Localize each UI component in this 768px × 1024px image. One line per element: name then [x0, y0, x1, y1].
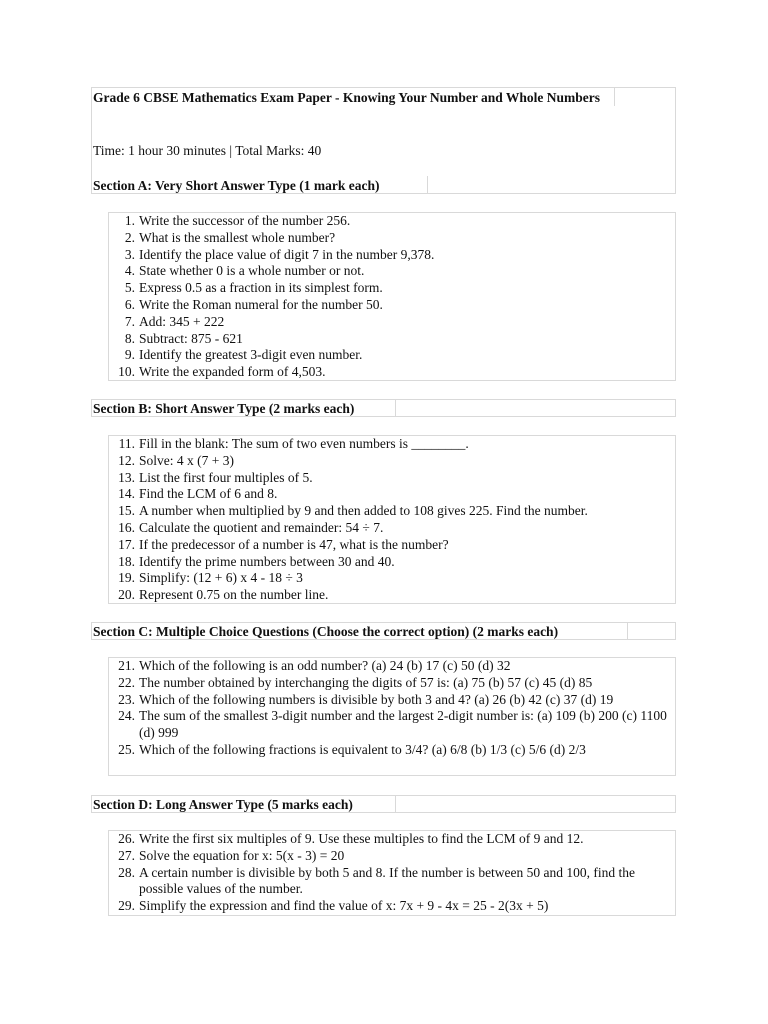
question-text: Write the expanded form of 4,503.	[139, 364, 326, 380]
section-d-heading: Section D: Long Answer Type (5 marks each)	[93, 797, 353, 812]
question-item	[110, 587, 670, 604]
question-text: Which of the following fractions is equivalent to 3/4? (a) 6/8 (b) 1/3 (c) 5/6 (d) 2/3	[139, 741, 586, 757]
question-item	[110, 675, 670, 692]
question-item	[110, 831, 670, 848]
time-and-marks: Time: 1 hour 30 minutes | Total Marks: 40	[93, 143, 322, 158]
question-text: Find the LCM of 6 and 8.	[139, 486, 278, 502]
question-text: Write the successor of the number 256.	[139, 213, 351, 228]
page-title: Grade 6 CBSE Mathematics Exam Paper - Knowing Your Number and Whole Numbers	[93, 90, 601, 105]
question-item	[110, 297, 670, 314]
question-item	[110, 436, 670, 453]
question-item	[110, 247, 670, 264]
question-number: 27.	[118, 847, 135, 863]
question-item	[110, 347, 670, 364]
question-item	[110, 898, 670, 915]
question-text: Calculate the quotient and remainder: 54 ÷ 7.	[139, 519, 384, 535]
question-number: 14.	[118, 486, 135, 502]
question-item	[110, 848, 670, 865]
question-number: 10.	[118, 364, 135, 380]
question-item	[110, 230, 670, 247]
question-text: State whether 0 is a whole number or not.	[139, 263, 365, 279]
question-text: Solve: 4 x (7 + 3)	[139, 452, 234, 468]
question-number: 12.	[118, 452, 135, 468]
question-item	[110, 865, 670, 899]
question-text: Which of the following numbers is divisible by both 3 and 4? (a) 26 (b) 42 (c) 37 (d) 19	[139, 691, 614, 707]
section-c-heading-divider	[627, 622, 628, 640]
question-number: 8.	[124, 330, 135, 346]
section-d-heading-divider	[395, 795, 396, 813]
question-item	[110, 470, 670, 487]
question-number: 15.	[118, 503, 135, 519]
question-number: 9.	[124, 347, 135, 363]
question-text: The number obtained by interchanging the digits of 57 is: (a) 75 (b) 57 (c) 45 (d) 85	[139, 674, 593, 690]
question-number: 2.	[124, 229, 135, 245]
question-number: 5.	[124, 280, 135, 296]
section-a-heading: Section A: Very Short Answer Type (1 mark each)	[93, 178, 380, 193]
question-number: 4.	[124, 263, 135, 279]
question-number: 25.	[118, 741, 135, 757]
question-item	[110, 263, 670, 280]
section-b-question-list	[110, 436, 670, 604]
question-item	[110, 692, 670, 709]
question-item	[110, 364, 670, 381]
question-text: Simplify: (12 + 6) x 4 - 18 ÷ 3	[139, 570, 303, 586]
question-number: 7.	[124, 313, 135, 329]
question-number: 13.	[118, 469, 135, 485]
question-text: Identify the greatest 3-digit even number.	[139, 347, 363, 363]
question-text: Which of the following is an odd number? (a) 24 (b) 17 (c) 50 (d) 32	[139, 658, 511, 673]
question-item	[110, 537, 670, 554]
question-text: Identify the place value of digit 7 in the number 9,378.	[139, 246, 435, 262]
question-item	[110, 570, 670, 587]
question-text: A certain number is divisible by both 5 and 8. If the number is between 50 and 100, find the possible values of the number.	[139, 864, 636, 897]
question-number: 26.	[118, 831, 135, 846]
question-number: 29.	[118, 898, 135, 914]
question-item	[110, 280, 670, 297]
question-text: A number when multiplied by 9 and then added to 108 gives 225. Find the number.	[139, 503, 588, 519]
question-text: If the predecessor of a number is 47, what is the number?	[139, 536, 449, 552]
question-number: 23.	[118, 691, 135, 707]
question-number: 3.	[124, 246, 135, 262]
question-text: Represent 0.75 on the number line.	[139, 587, 329, 603]
question-text: Simplify the expression and find the value of x: 7x + 9 - 4x = 25 - 2(3x + 5)	[139, 898, 549, 914]
question-item	[110, 520, 670, 537]
question-text: Write the Roman numeral for the number 50.	[139, 296, 383, 312]
section-b-heading-divider	[395, 399, 396, 417]
question-number: 11.	[118, 436, 135, 451]
question-text: Fill in the blank: The sum of two even numbers is ________.	[139, 436, 469, 451]
question-text: What is the smallest whole number?	[139, 229, 336, 245]
question-item	[110, 503, 670, 520]
question-text: Write the first six multiples of 9. Use these multiples to find the LCM of 9 and 12.	[139, 831, 584, 846]
question-number: 6.	[124, 296, 135, 312]
question-text: The sum of the smallest 3-digit number and the largest 2-digit number is: (a) 109 (b) 200 (c) 1100 (d) 999	[139, 708, 667, 741]
question-item	[110, 486, 670, 503]
question-item	[110, 213, 670, 230]
question-text: Subtract: 875 - 621	[139, 330, 243, 346]
section-a-heading-divider	[427, 176, 428, 194]
section-b-heading: Section B: Short Answer Type (2 marks each)	[93, 401, 355, 416]
section-d-question-list	[110, 831, 670, 915]
question-item	[110, 554, 670, 571]
question-number: 20.	[118, 587, 135, 603]
question-number: 24.	[118, 708, 135, 724]
section-c-heading: Section C: Multiple Choice Questions (Choose the correct option) (2 marks each)	[93, 624, 559, 639]
question-item	[110, 331, 670, 348]
question-text: Express 0.5 as a fraction in its simplest form.	[139, 280, 383, 296]
question-text: Solve the equation for x: 5(x - 3) = 20	[139, 847, 345, 863]
question-number: 1.	[124, 213, 135, 228]
question-item	[110, 742, 670, 759]
question-number: 22.	[118, 674, 135, 690]
question-number: 16.	[118, 519, 135, 535]
question-text: List the first four multiples of 5.	[139, 469, 313, 485]
question-item	[110, 314, 670, 331]
question-text: Identify the prime numbers between 30 and 40.	[139, 553, 395, 569]
question-number: 28.	[118, 864, 135, 880]
question-item	[110, 453, 670, 470]
question-number: 19.	[118, 570, 135, 586]
question-item	[110, 658, 670, 675]
question-text: Add: 345 + 222	[139, 313, 225, 329]
question-item	[110, 708, 670, 742]
question-number: 17.	[118, 536, 135, 552]
question-number: 21.	[118, 658, 135, 673]
section-a-question-list	[110, 213, 670, 381]
question-number: 18.	[118, 553, 135, 569]
section-c-question-list	[110, 658, 670, 759]
